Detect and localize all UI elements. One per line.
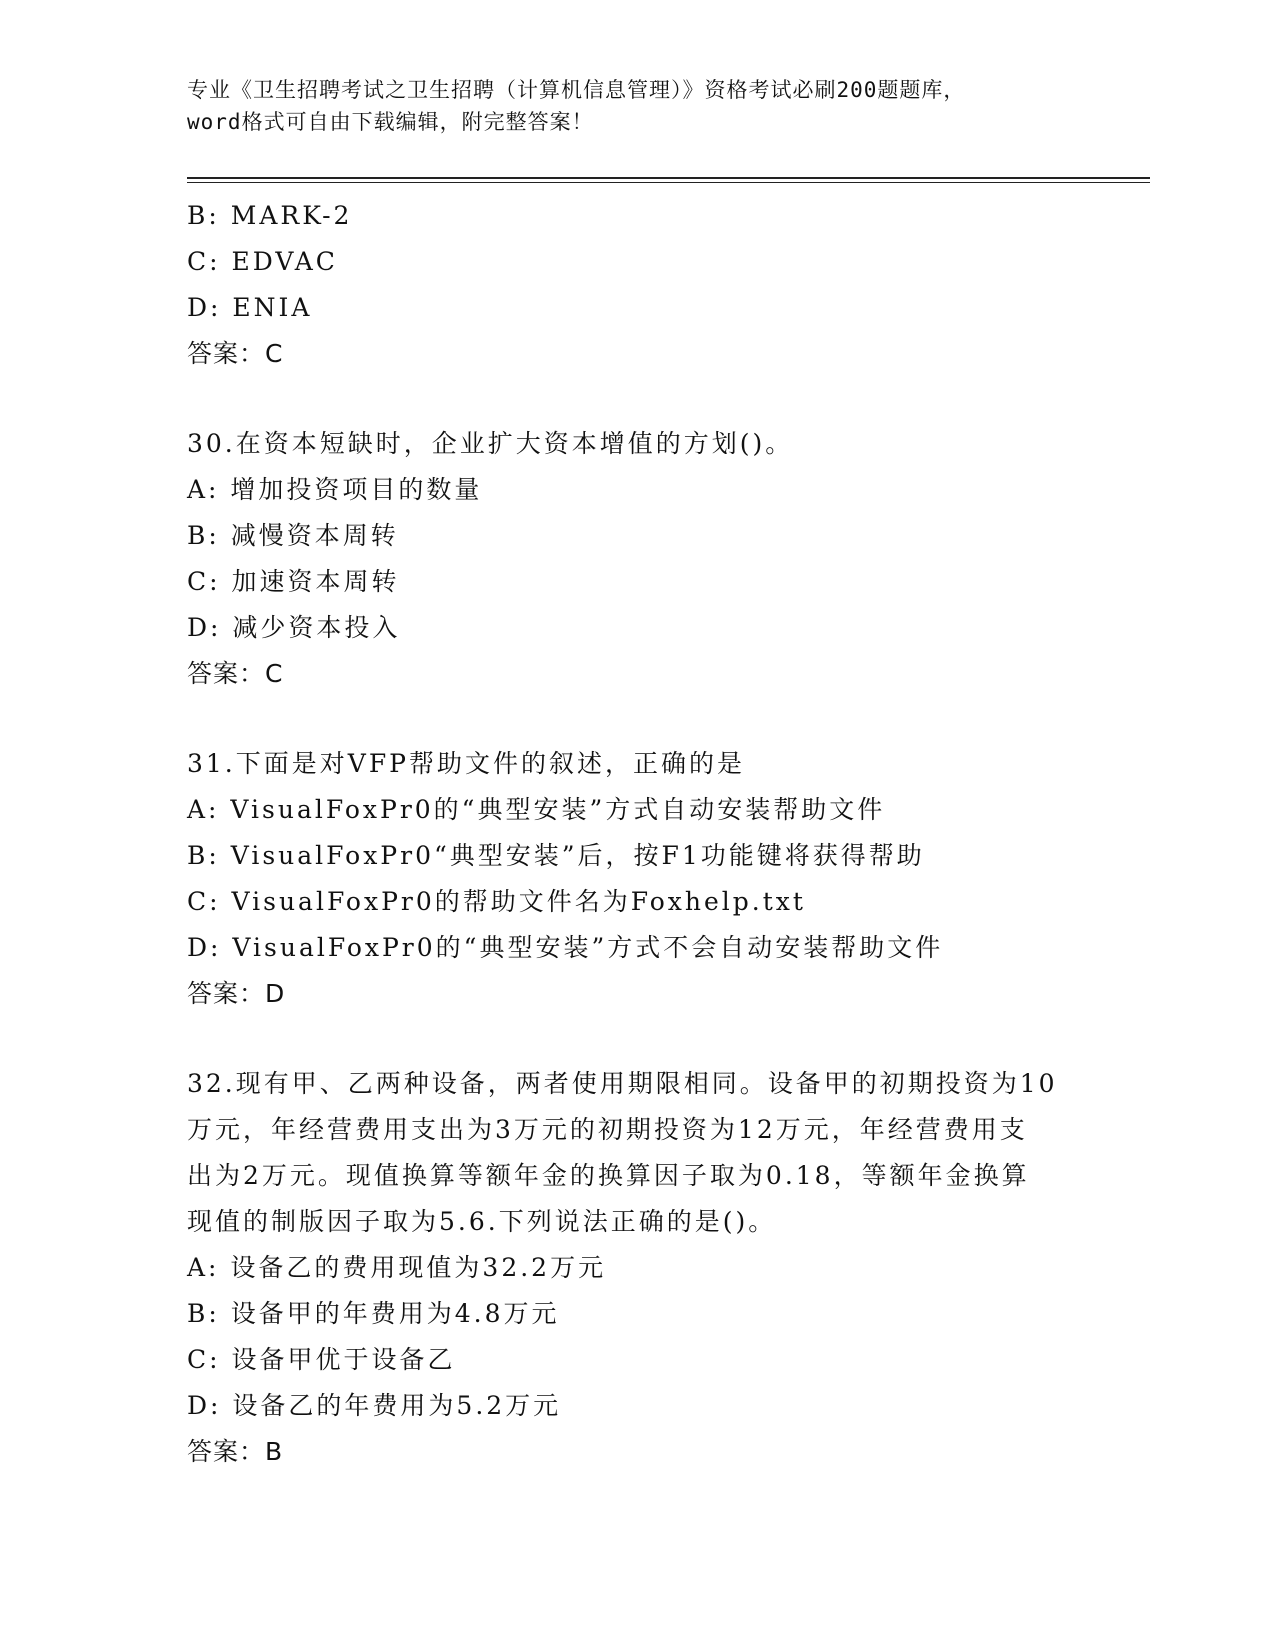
header-line-2: word格式可自由下载编辑，附完整答案！ [187, 110, 594, 134]
question-stem-line-3: 出为2万元。现值换算等额年金的换算因子取为0.18，等额年金换算 [187, 1161, 1030, 1190]
option-d: D: 设备乙的年费用为5.2万元 [187, 1391, 562, 1420]
option-b: B: MARK-2 [187, 201, 353, 230]
answer-line: 答案：C [187, 659, 284, 688]
answer-line: 答案：C [187, 339, 284, 368]
option-b: B: 减慢资本周转 [187, 521, 399, 550]
option-b: B: 设备甲的年费用为4.8万元 [187, 1299, 560, 1328]
header-divider-thin [187, 182, 1150, 183]
option-b: B: VisualFoxPr0“典型安装”后，按F1功能键将获得帮助 [187, 841, 925, 870]
option-c: C: 加速资本周转 [187, 567, 400, 596]
header-divider-thick [187, 177, 1150, 179]
option-a: A: 增加投资项目的数量 [187, 475, 483, 504]
option-d: D: 减少资本投入 [187, 613, 401, 642]
prev-question-block [187, 193, 1087, 377]
option-d: D: ENIA [187, 293, 313, 322]
document-header [187, 74, 1087, 138]
document-body [187, 193, 1087, 1475]
option-d: D: VisualFoxPr0的“典型安装”方式不会自动安装帮助文件 [187, 933, 944, 962]
question-32 [187, 1061, 1087, 1475]
option-c: C: VisualFoxPr0的帮助文件名为Foxhelp.txt [187, 887, 806, 916]
header-line-1: 专业《卫生招聘考试之卫生招聘（计算机信息管理）》资格考试必刷200题题库， [187, 78, 966, 102]
question-stem-line-2: 万元，年经营费用支出为3万元的初期投资为12万元，年经营费用支 [187, 1115, 1028, 1144]
option-a: A: 设备乙的费用现值为32.2万元 [187, 1253, 607, 1282]
option-c: C: 设备甲优于设备乙 [187, 1345, 456, 1374]
answer-line: 答案：D [187, 979, 286, 1008]
option-a: A: VisualFoxPr0的“典型安装”方式自动安装帮助文件 [187, 795, 886, 824]
question-30 [187, 421, 1087, 697]
question-stem-line-4: 现值的制版因子取为5.6.下列说法正确的是()。 [187, 1207, 777, 1236]
answer-line: 答案：B [187, 1437, 284, 1466]
question-31 [187, 741, 1087, 1017]
question-stem: 30.在资本短缺时，企业扩大资本增值的方划()。 [187, 429, 794, 458]
question-stem: 31.下面是对VFP帮助文件的叙述，正确的是 [187, 749, 745, 778]
question-stem-line-1: 32.现有甲、乙两种设备，两者使用期限相同。设备甲的初期投资为10 [187, 1069, 1058, 1098]
option-c: C: EDVAC [187, 247, 338, 276]
